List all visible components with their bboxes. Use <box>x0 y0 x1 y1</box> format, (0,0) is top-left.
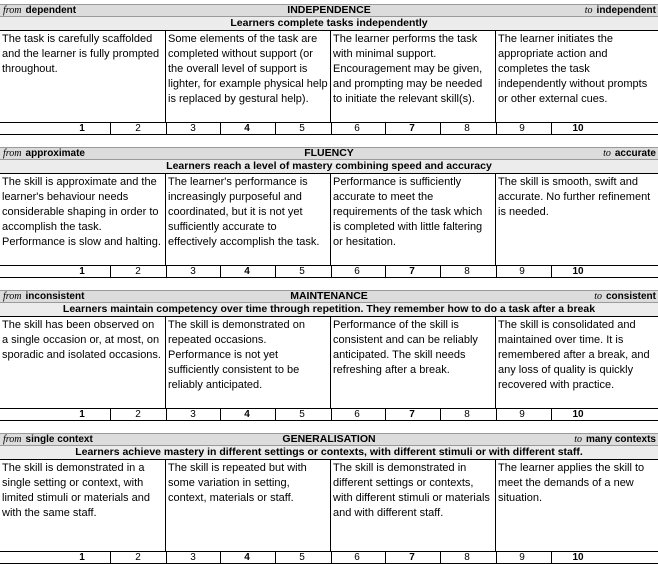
from-value: inconsistent <box>25 291 85 302</box>
scale-number: 8 <box>464 552 470 563</box>
scale-number: 2 <box>135 123 141 134</box>
scale-number: 7 <box>409 552 415 563</box>
scale-number: 4 <box>244 552 250 563</box>
section-header <box>0 4 658 17</box>
scale-number: 1 <box>79 409 85 420</box>
scale-divider <box>166 409 167 421</box>
section-subtitle: Learners achieve mastery in different settings or contexts, with different stimuli or with different staff. <box>0 446 658 460</box>
scale-divider <box>275 123 276 135</box>
scale-divider <box>385 123 386 135</box>
scale-number: 7 <box>409 123 415 134</box>
description-cell: The skill is demonstrated in different settings or contexts, with different stimuli or materials and with different staff. <box>331 460 496 551</box>
section-subtitle: Learners reach a level of mastery combining speed and accuracy <box>0 160 658 174</box>
scale-divider <box>110 123 111 135</box>
section-subtitle: Learners maintain competency over time through repetition. They remember how to do a task after a break <box>0 303 658 317</box>
section-title: GENERALISATION <box>282 433 376 445</box>
scale-number: 2 <box>135 552 141 563</box>
scale-divider <box>385 409 386 421</box>
to-label <box>594 291 656 302</box>
scale-number: 2 <box>135 266 141 277</box>
to-label <box>574 434 656 445</box>
section-header <box>0 433 658 446</box>
from-value: dependent <box>25 5 77 16</box>
section-header <box>0 147 658 160</box>
scale-divider <box>385 552 386 564</box>
section-title: MAINTENANCE <box>290 290 368 302</box>
from-prefix: from <box>3 148 22 159</box>
scale-number: 8 <box>464 409 470 420</box>
scale-number: 9 <box>519 266 525 277</box>
scale-divider <box>551 266 552 278</box>
score-scale <box>0 408 658 421</box>
scale-number: 5 <box>299 266 305 277</box>
scale-number: 9 <box>519 409 525 420</box>
description-grid <box>0 317 658 408</box>
scale-divider <box>385 266 386 278</box>
description-cell: The task is carefully scaffolded and the learner is fully prompted throughout. <box>0 31 166 122</box>
description-cell: Performance is sufficiently accurate to meet the requirements of the task which is completed with little faltering or hesitation. <box>331 174 496 265</box>
scale-number: 2 <box>135 409 141 420</box>
scale-divider <box>220 123 221 135</box>
description-cell: The skill is repeated but with some variation in setting, context, materials or staff. <box>166 460 331 551</box>
scale-number: 3 <box>190 266 196 277</box>
scale-number: 10 <box>572 266 584 277</box>
scale-number: 6 <box>354 123 360 134</box>
to-value: independent <box>596 5 656 16</box>
to-label <box>585 5 656 16</box>
scale-number: 6 <box>354 409 360 420</box>
scale-divider <box>496 552 497 564</box>
description-grid <box>0 174 658 265</box>
scale-divider <box>275 552 276 564</box>
scale-divider <box>110 266 111 278</box>
to-prefix: to <box>594 291 602 302</box>
from-prefix: from <box>3 5 22 16</box>
scale-number: 3 <box>190 552 196 563</box>
scale-number: 10 <box>572 123 584 134</box>
section-subtitle: Learners complete tasks independently <box>0 17 658 31</box>
scale-number: 1 <box>79 552 85 563</box>
description-cell: The learner performs the task with minimal support. Encouragement may be given, and prompting may be needed to initiate the relevant skill(s). <box>331 31 496 122</box>
description-grid <box>0 460 658 551</box>
scale-number: 6 <box>354 552 360 563</box>
scale-divider <box>275 409 276 421</box>
scale-divider <box>551 123 552 135</box>
scale-number: 10 <box>572 409 584 420</box>
to-label <box>603 148 656 159</box>
from-value: approximate <box>25 148 85 159</box>
scale-divider <box>551 552 552 564</box>
to-value: consistent <box>605 291 656 302</box>
scale-divider <box>551 409 552 421</box>
description-grid <box>0 31 658 122</box>
description-cell: Performance of the skill is consistent and can be reliably anticipated. The skill needs refreshing after a break. <box>331 317 496 408</box>
section-title: INDEPENDENCE <box>287 4 371 16</box>
scale-divider <box>440 552 441 564</box>
description-cell: The learner initiates the appropriate action and completes the task independently without prompts or other external cues. <box>498 33 648 105</box>
scale-number: 10 <box>572 552 584 563</box>
scale-number: 1 <box>79 123 85 134</box>
score-scale <box>0 265 658 278</box>
scale-number: 4 <box>244 409 250 420</box>
scale-number: 8 <box>464 123 470 134</box>
from-label <box>3 148 85 159</box>
scale-number: 5 <box>299 123 305 134</box>
description-cell: Some elements of the task are completed without support (or the overall level of support is lighter, for example physical help is replaced by gestural help). <box>166 31 331 122</box>
scale-divider <box>220 266 221 278</box>
scale-number: 3 <box>190 409 196 420</box>
description-cell: The skill has been observed on a single occasion or, at most, on sporadic and isolated occasions. <box>0 317 166 408</box>
scale-divider <box>166 552 167 564</box>
from-prefix: from <box>3 434 22 445</box>
scale-number: 1 <box>79 266 85 277</box>
scale-divider <box>331 266 332 278</box>
scale-divider <box>496 409 497 421</box>
scale-divider <box>220 552 221 564</box>
scale-divider <box>331 552 332 564</box>
scale-number: 9 <box>519 123 525 134</box>
from-label <box>3 5 76 16</box>
scale-divider <box>166 123 167 135</box>
scale-divider <box>275 266 276 278</box>
to-prefix: to <box>574 434 582 445</box>
scale-divider <box>166 266 167 278</box>
scale-divider <box>110 552 111 564</box>
scale-divider <box>496 123 497 135</box>
description-cell: The skill is approximate and the learner's behaviour needs considerable shaping in order to accomplish the task. Performance is slow and halting. <box>0 174 166 265</box>
from-value: single context <box>25 434 93 445</box>
scale-divider <box>440 123 441 135</box>
scale-number: 3 <box>190 123 196 134</box>
scale-number: 5 <box>299 552 305 563</box>
description-cell: The skill is smooth, swift and accurate. No further refinement is needed. <box>498 176 651 218</box>
to-prefix: to <box>584 5 593 16</box>
from-label <box>3 434 93 445</box>
scale-number: 9 <box>519 552 525 563</box>
section-header <box>0 290 658 303</box>
to-prefix: to <box>603 148 611 159</box>
score-scale <box>0 122 658 135</box>
scale-divider <box>440 409 441 421</box>
scale-divider <box>496 266 497 278</box>
scale-divider <box>220 409 221 421</box>
description-cell: The skill is consolidated and maintained over time. It is remembered after a break, and any loss of quality is quickly recovered with practice. <box>498 319 650 391</box>
scale-divider <box>440 266 441 278</box>
scale-divider <box>110 409 111 421</box>
scale-number: 5 <box>299 409 305 420</box>
scale-number: 4 <box>244 123 250 134</box>
description-cell: The learner applies the skill to meet the demands of a new situation. <box>498 462 645 504</box>
to-value: accurate <box>614 148 656 159</box>
description-cell: The skill is demonstrated in a single setting or context, with limited stimuli or materials and with the same staff. <box>0 460 166 551</box>
scale-number: 7 <box>409 409 415 420</box>
section-title: FLUENCY <box>304 147 354 159</box>
scale-number: 8 <box>464 266 470 277</box>
to-value: many contexts <box>585 434 656 445</box>
description-cell: The learner's performance is increasingly purposeful and coordinated, but it is not yet sufficiently accurate to effectively accomplish the task. <box>166 174 331 265</box>
from-prefix: from <box>3 291 22 302</box>
from-label <box>3 291 84 302</box>
scale-number: 4 <box>244 266 250 277</box>
scale-number: 6 <box>354 266 360 277</box>
score-scale <box>0 551 658 564</box>
description-cell: The skill is demonstrated on repeated occasions. Performance is not yet sufficiently consistent to be reliably anticipated. <box>166 317 331 408</box>
scale-number: 7 <box>409 266 415 277</box>
scale-divider <box>331 123 332 135</box>
scale-divider <box>331 409 332 421</box>
